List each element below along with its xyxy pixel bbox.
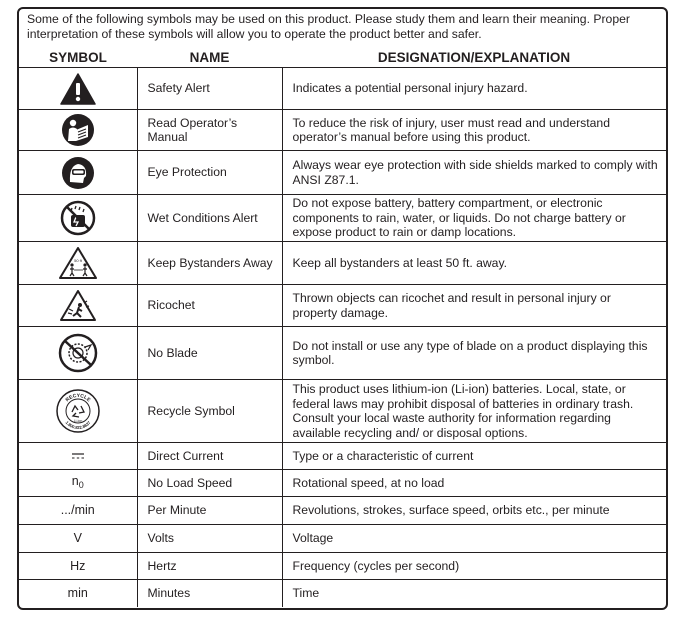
designation-cell: This product uses lithium-ion (Li-ion) batteries. Local, state, or federal laws may prohibit disposal of batteries in ordinary trash. Consult your local waste authority for information regarding available recycling and/ or disposal options.: [282, 380, 666, 443]
name-cell: No Blade: [137, 327, 282, 380]
symbol-cell: [19, 110, 137, 151]
table-row: [19, 443, 666, 470]
table-row: [19, 242, 666, 285]
symbol-cell: min: [19, 580, 137, 607]
table-row: [19, 497, 666, 525]
name-cell: Wet Conditions Alert: [137, 195, 282, 242]
symbol-cell: [19, 68, 137, 110]
table-header-row: [19, 47, 666, 68]
symbol-cell: V: [19, 525, 137, 553]
symbol-cell: [19, 443, 137, 470]
designation-cell: Revolutions, strokes, surface speed, orbits etc., per minute: [282, 497, 666, 525]
safety-alert-icon: [60, 73, 96, 105]
designation-cell: Do not expose battery, battery compartment, or electronic components to rain, water, or liquids. Do not charge battery or expose product to rain or damp locations.: [282, 195, 666, 242]
keep-bystanders-away-icon: [58, 246, 98, 280]
designation-cell: Type or a characteristic of current: [282, 443, 666, 470]
symbols-table: [19, 47, 666, 607]
table-row: [19, 580, 666, 607]
name-cell: Safety Alert: [137, 68, 282, 110]
designation-cell: Time: [282, 580, 666, 607]
designation-cell: Do not install or use any type of blade on a product displaying this symbol.: [282, 327, 666, 380]
symbol-cell: Hz: [19, 553, 137, 580]
designation-cell: Always wear eye protection with side shields marked to comply with ANSI Z87.1.: [282, 151, 666, 195]
ricochet-icon: [59, 289, 97, 322]
name-cell: Per Minute: [137, 497, 282, 525]
name-cell: Volts: [137, 525, 282, 553]
name-cell: Recycle Symbol: [137, 380, 282, 443]
symbols-table-frame: [17, 7, 668, 610]
symbol-cell: .../min: [19, 497, 137, 525]
table-row: [19, 151, 666, 195]
no-blade-icon: [58, 333, 98, 373]
symbol-cell: [19, 327, 137, 380]
recycle-li-ion-label: Li-ion: [73, 419, 83, 423]
table-row: [19, 553, 666, 580]
recycle-phone-label: 1.800.822.8837: [64, 420, 92, 431]
name-cell: Direct Current: [137, 443, 282, 470]
name-cell: Minutes: [137, 580, 282, 607]
direct-current-icon: [71, 452, 85, 460]
table-row: [19, 525, 666, 553]
designation-cell: Indicates a potential personal injury hazard.: [282, 68, 666, 110]
name-cell: Ricochet: [137, 285, 282, 327]
designation-cell: Frequency (cycles per second): [282, 553, 666, 580]
header-symbol: SYMBOL: [49, 49, 107, 65]
symbol-cell: [19, 195, 137, 242]
table-row: [19, 327, 666, 380]
no-load-speed-symbol: n: [71, 473, 79, 488]
name-cell: No Load Speed: [137, 470, 282, 497]
designation-cell: Rotational speed, at no load: [282, 470, 666, 497]
table-row: [19, 470, 666, 497]
symbol-cell: [19, 470, 137, 497]
symbol-cell: [19, 242, 137, 285]
table-row: [19, 380, 666, 443]
no-load-speed-subscript: 0: [78, 479, 84, 490]
designation-cell: To reduce the risk of injury, user must read and understand operator’s manual before using this product.: [282, 110, 666, 151]
header-designation: DESIGNATION/EXPLANATION: [377, 49, 571, 65]
symbol-cell: [19, 285, 137, 327]
symbol-cell: [19, 151, 137, 195]
bystanders-distance-label: 50 ft: [73, 258, 82, 263]
table-row: [19, 68, 666, 110]
table-row: [19, 285, 666, 327]
header-name: NAME: [189, 49, 230, 65]
eye-protection-icon: [61, 156, 95, 190]
recycle-icon: [55, 388, 101, 434]
name-cell: Keep Bystanders Away: [137, 242, 282, 285]
name-cell: Eye Protection: [137, 151, 282, 195]
designation-cell: Keep all bystanders at least 50 ft. away.: [282, 242, 666, 285]
designation-cell: Thrown objects can ricochet and result in personal injury or property damage.: [282, 285, 666, 327]
name-cell: Read Operator’s Manual: [137, 110, 282, 151]
wet-conditions-icon: [60, 200, 96, 236]
table-row: [19, 110, 666, 151]
symbol-cell: [19, 380, 137, 443]
designation-cell: Voltage: [282, 525, 666, 553]
table-row: [19, 195, 666, 242]
intro-text: Some of the following symbols may be used on this product. Please study them and learn their meaning. Proper interpretation of these symbols will allow you to operate the product better and safer.: [27, 12, 630, 41]
read-manual-icon: [61, 113, 95, 147]
name-cell: Hertz: [137, 553, 282, 580]
recycle-top-label: RECYCLE: [64, 392, 92, 404]
